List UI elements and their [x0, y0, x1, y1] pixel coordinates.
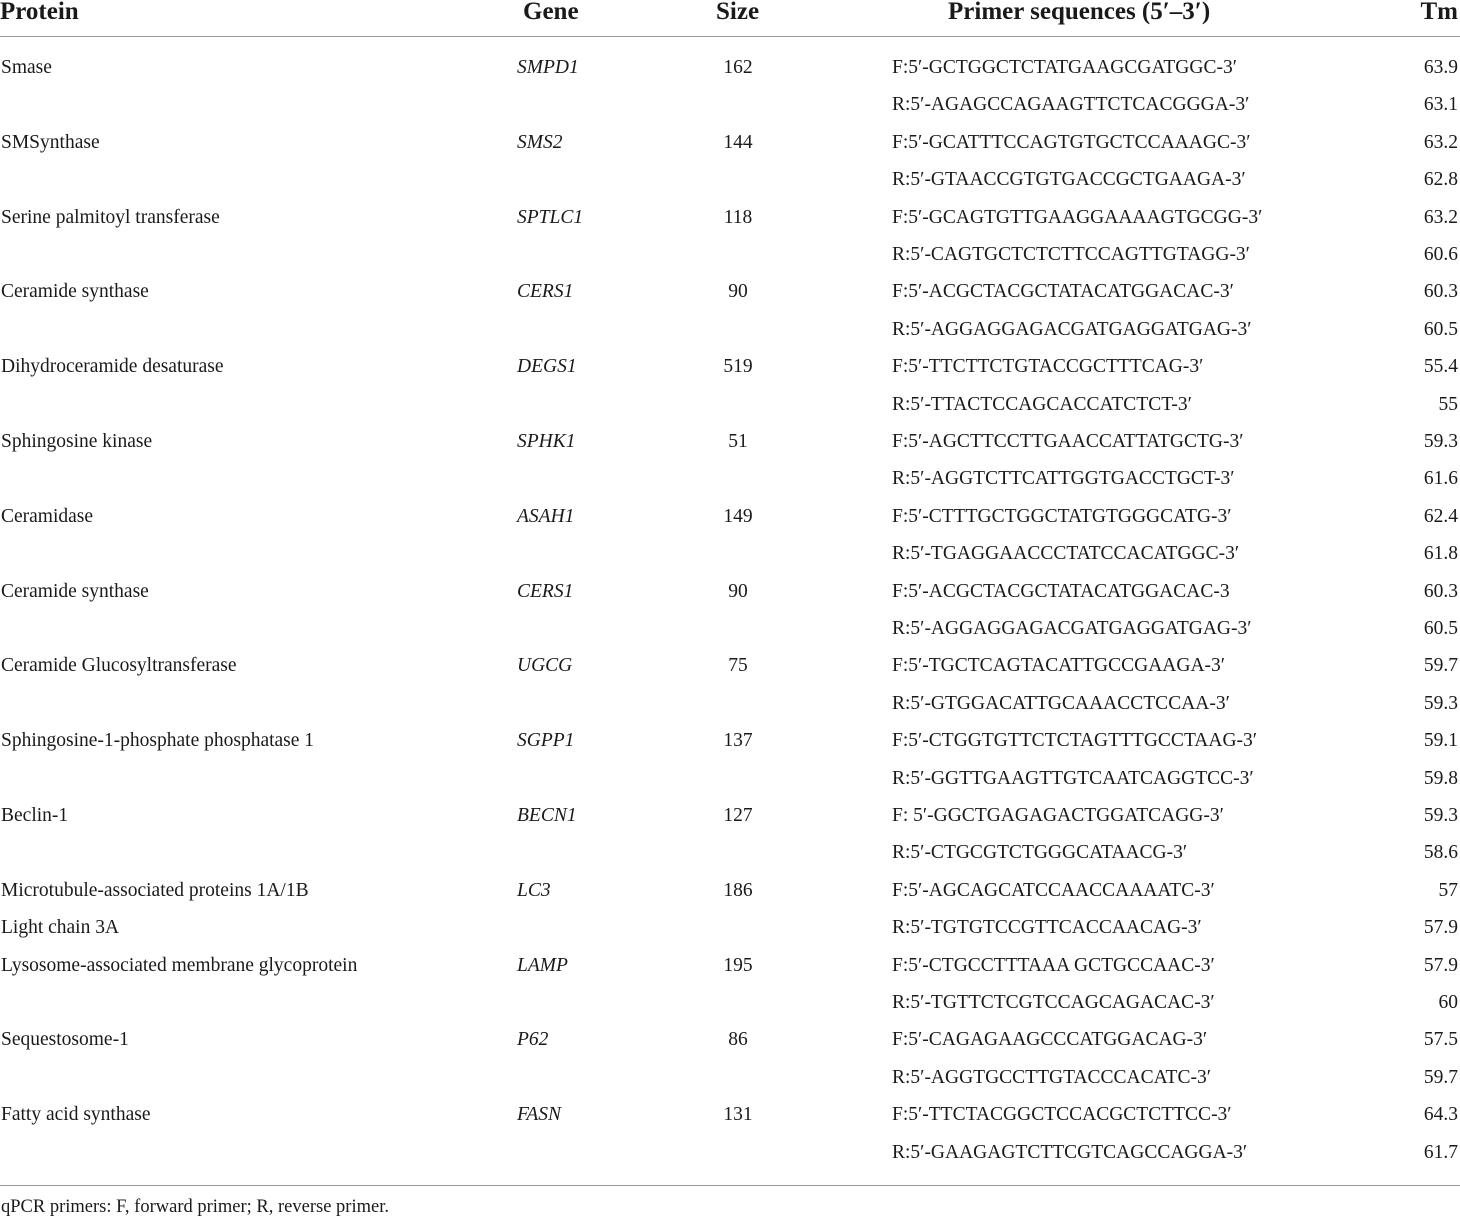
- gene-symbol: CERS1: [517, 281, 574, 302]
- protein-name: Beclin-1: [1, 805, 69, 826]
- gene-symbol: ASAH1: [517, 506, 575, 527]
- gene-symbol: FASN: [517, 1104, 562, 1125]
- gene-symbol: SMS2: [517, 132, 563, 153]
- forward-primer: F:5′-TTCTACGGCTCCACGCTCTTCC-3′: [892, 1104, 1232, 1125]
- protein-name-line2: Light chain 3A: [1, 917, 120, 938]
- gene-symbol: SPHK1: [517, 431, 576, 452]
- gene-symbol: UGCG: [517, 655, 573, 676]
- tm-forward: 57.9: [1423, 955, 1458, 976]
- reverse-primer: R:5′-GGTTGAAGTTGTCAATCAGGTCC-3′: [892, 768, 1254, 789]
- gene-symbol: SPTLC1: [517, 207, 584, 228]
- tm-forward: 62.4: [1423, 506, 1458, 527]
- tm-reverse: 61.8: [1423, 543, 1458, 564]
- protein-name: Smase: [1, 57, 52, 78]
- forward-primer: F:5′-ACGCTACGCTATACATGGACAC-3: [892, 581, 1230, 602]
- reverse-primer: R:5′-GTGGACATTGCAAACCTCCAA-3′: [892, 693, 1230, 714]
- reverse-primer: R:5′-TGTTCTCGTCCAGCAGACAC-3′: [892, 992, 1215, 1013]
- protein-name: Ceramide synthase: [1, 581, 149, 602]
- amplicon-size: 162: [723, 57, 753, 78]
- forward-primer: F:5′-ACGCTACGCTATACATGGACAC-3′: [892, 281, 1234, 302]
- tm-reverse: 60.6: [1423, 244, 1458, 265]
- reverse-primer: R:5′-TGTGTCCGTTCACCAACAG-3′: [892, 917, 1202, 938]
- tm-reverse: 61.6: [1423, 468, 1458, 489]
- amplicon-size: 149: [723, 506, 753, 527]
- forward-primer: F:5′-CTGCCTTTAAA GCTGCCAAC-3′: [892, 955, 1215, 976]
- tm-forward: 64.3: [1423, 1104, 1458, 1125]
- forward-primer: F:5′-CTTTGCTGGCTATGTGGGCATG-3′: [892, 506, 1232, 527]
- tm-reverse: 60.5: [1423, 618, 1458, 639]
- reverse-primer: R:5′-TTACTCCAGCACCATCTCT-3′: [892, 394, 1192, 415]
- tm-forward: 60.3: [1423, 281, 1458, 302]
- amplicon-size: 90: [728, 581, 748, 602]
- tm-reverse: 59.3: [1423, 693, 1458, 714]
- forward-primer: F:5′-CTGGTGTTCTCTAGTTTGCCTAAG-3′: [892, 730, 1258, 751]
- amplicon-size: 118: [723, 207, 753, 228]
- header-primer-sequences: Primer sequences (5′–3′): [948, 0, 1211, 25]
- tm-reverse: 57.9: [1423, 917, 1458, 938]
- table-bottom-rule: [0, 1185, 1460, 1186]
- header-protein: Protein: [0, 0, 79, 25]
- protein-name: Sphingosine-1-phosphate phosphatase 1: [1, 730, 315, 751]
- amplicon-size: 127: [723, 805, 753, 826]
- forward-primer: F:5′-AGCTTCCTTGAACCATTATGCTG-3′: [892, 431, 1244, 452]
- reverse-primer: R:5′-AGGAGGAGACGATGAGGATGAG-3′: [892, 319, 1252, 340]
- reverse-primer: R:5′-GTAACCGTGTGACCGCTGAAGA-3′: [892, 169, 1246, 190]
- protein-name: Sphingosine kinase: [1, 431, 153, 452]
- protein-name: Sequestosome-1: [1, 1029, 129, 1050]
- amplicon-size: 51: [728, 431, 748, 452]
- protein-name: Lysosome-associated membrane glycoprotein: [1, 955, 358, 976]
- reverse-primer: R:5′-AGAGCCAGAAGTTCTCACGGGA-3′: [892, 94, 1250, 115]
- tm-reverse: 60.5: [1423, 319, 1458, 340]
- header-tm: Tm: [1420, 0, 1458, 25]
- gene-symbol: SMPD1: [517, 57, 579, 78]
- forward-primer: F:5′-TGCTCAGTACATTGCCGAAGA-3′: [892, 655, 1226, 676]
- table-footnote: qPCR primers: F, forward primer; R, reverse primer.: [1, 1197, 389, 1217]
- protein-name: Dihydroceramide desaturase: [1, 356, 224, 377]
- gene-symbol: P62: [517, 1029, 549, 1050]
- gene-symbol: DEGS1: [517, 356, 577, 377]
- reverse-primer: R:5′-AGGAGGAGACGATGAGGATGAG-3′: [892, 618, 1252, 639]
- tm-reverse: 60: [1438, 992, 1458, 1013]
- amplicon-size: 75: [728, 655, 748, 676]
- tm-forward: 57.5: [1423, 1029, 1458, 1050]
- tm-forward: 55.4: [1423, 356, 1458, 377]
- reverse-primer: R:5′-CAGTGCTCTCTTCCAGTTGTAGG-3′: [892, 244, 1250, 265]
- gene-symbol: LC3: [517, 880, 551, 901]
- gene-symbol: LAMP: [517, 955, 568, 976]
- tm-reverse: 59.8: [1423, 768, 1458, 789]
- header-gene: Gene: [523, 0, 579, 25]
- tm-reverse: 61.7: [1423, 1142, 1458, 1163]
- amplicon-size: 519: [723, 356, 753, 377]
- forward-primer: F: 5′-GGCTGAGAGACTGGATCAGG-3′: [892, 805, 1224, 826]
- tm-forward: 63.2: [1423, 132, 1458, 153]
- amplicon-size: 186: [723, 880, 753, 901]
- amplicon-size: 131: [723, 1104, 753, 1125]
- protein-name: Ceramide Glucosyltransferase: [1, 655, 237, 676]
- table-header: [0, 0, 1460, 37]
- gene-symbol: SGPP1: [517, 730, 575, 751]
- forward-primer: F:5′-GCATTTCCAGTGTGCTCCAAAGC-3′: [892, 132, 1251, 153]
- amplicon-size: 144: [723, 132, 753, 153]
- forward-primer: F:5′-CAGAGAAGCCCATGGACAG-3′: [892, 1029, 1208, 1050]
- amplicon-size: 195: [723, 955, 753, 976]
- tm-reverse: 62.8: [1423, 169, 1458, 190]
- tm-reverse: 55: [1438, 394, 1458, 415]
- header-size: Size: [716, 0, 760, 25]
- tm-forward: 63.9: [1423, 57, 1458, 78]
- reverse-primer: R:5′-AGGTGCCTTGTACCCACATC-3′: [892, 1067, 1211, 1088]
- tm-forward: 60.3: [1423, 581, 1458, 602]
- amplicon-size: 86: [728, 1029, 748, 1050]
- tm-reverse: 58.6: [1423, 842, 1458, 863]
- forward-primer: F:5′-GCTGGCTCTATGAAGCGATGGC-3′: [892, 57, 1237, 78]
- gene-symbol: CERS1: [517, 581, 574, 602]
- tm-reverse: 59.7: [1423, 1067, 1458, 1088]
- reverse-primer: R:5′-GAAGAGTCTTCGTCAGCCAGGA-3′: [892, 1142, 1248, 1163]
- tm-forward: 59.1: [1423, 730, 1458, 751]
- protein-name: Microtubule-associated proteins 1A/1B: [1, 880, 309, 901]
- protein-name: Fatty acid synthase: [1, 1104, 151, 1125]
- reverse-primer: R:5′-AGGTCTTCATTGGTGACCTGCT-3′: [892, 468, 1235, 489]
- tm-forward: 59.3: [1423, 431, 1458, 452]
- protein-name: Ceramide synthase: [1, 281, 149, 302]
- tm-forward: 57: [1438, 880, 1458, 901]
- tm-reverse: 63.1: [1423, 94, 1458, 115]
- tm-forward: 59.7: [1423, 655, 1458, 676]
- forward-primer: F:5′-AGCAGCATCCAACCAAAATC-3′: [892, 880, 1215, 901]
- amplicon-size: 90: [728, 281, 748, 302]
- tm-forward: 59.3: [1423, 805, 1458, 826]
- protein-name: SMSynthase: [1, 132, 100, 153]
- reverse-primer: R:5′-CTGCGTCTGGGCATAACG-3′: [892, 842, 1188, 863]
- protein-name: Serine palmitoyl transferase: [1, 207, 220, 228]
- forward-primer: F:5′-GCAGTGTTGAAGGAAAAGTGCGG-3′: [892, 207, 1263, 228]
- gene-symbol: BECN1: [517, 805, 577, 826]
- amplicon-size: 137: [723, 730, 753, 751]
- reverse-primer: R:5′-TGAGGAACCCTATCCACATGGC-3′: [892, 543, 1240, 564]
- tm-forward: 63.2: [1423, 207, 1458, 228]
- protein-name: Ceramidase: [1, 506, 94, 527]
- forward-primer: F:5′-TTCTTCTGTACCGCTTTCAG-3′: [892, 356, 1204, 377]
